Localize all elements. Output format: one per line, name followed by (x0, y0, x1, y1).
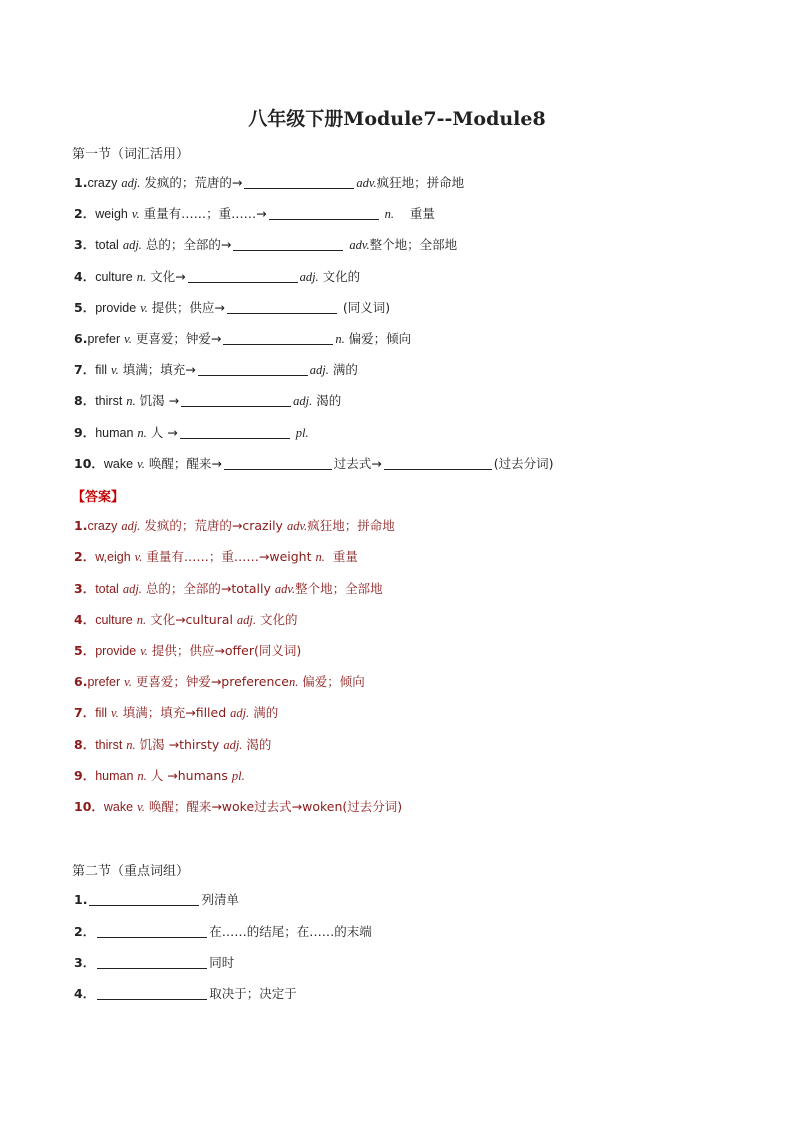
q2-after-pos: n. (384, 207, 394, 221)
q1-word: crazy (87, 176, 118, 190)
a4-num: 4． (74, 612, 96, 627)
answer-10 (74, 797, 402, 817)
q3-meaning: 总的；全部的→ (145, 237, 232, 252)
page-title: 八年级下册Module7--Module8 (248, 108, 546, 130)
a9-meaning: 人 →humans (150, 768, 228, 783)
question-3 (74, 235, 457, 255)
p4-after: 取决于；决定于 (209, 986, 297, 1001)
q7-word: fill (95, 363, 108, 377)
q3-blank[interactable] (233, 236, 343, 251)
q6-pos: v. (124, 332, 132, 346)
q4-blank[interactable] (188, 268, 298, 283)
a3-after: 整个地；全部地 (295, 581, 383, 596)
answer-8 (74, 735, 271, 755)
a9-word: human (95, 769, 134, 783)
q3-pos: adj. (122, 238, 142, 252)
section2-heading: 第二节（重点词组） (72, 864, 190, 879)
a10-meaning: 唤醒；醒来→woke过去式→woken(过去分词) (148, 799, 403, 814)
a4-after: 文化的 (260, 612, 298, 627)
a7-num: 7． (74, 705, 96, 720)
q6-word: prefer (87, 332, 121, 346)
a8-after: 渴的 (246, 737, 272, 752)
p1-num: 1. (74, 892, 88, 907)
a8-word: thirst (95, 738, 123, 752)
q8-pos: n. (126, 394, 136, 408)
a3-word: total (95, 582, 119, 596)
p4-blank[interactable] (97, 985, 207, 1000)
section1-heading: 第一节（词汇活用） (72, 147, 190, 162)
answer-2 (74, 547, 358, 567)
a1-after: 疯狂地；拼命地 (307, 518, 395, 533)
a2-meaning: 重量有……；重……→weight (146, 549, 312, 564)
q1-num: 1. (74, 175, 88, 190)
a2-num: 2． (74, 549, 96, 564)
q4-after-pos: adj. (299, 270, 319, 284)
q3-after-pos: adv. (349, 238, 370, 252)
question-1 (74, 173, 464, 193)
question-4 (74, 267, 360, 287)
a6-after-pos: n. (288, 675, 299, 689)
q9-meaning: 人 → (150, 425, 178, 440)
question-6 (74, 329, 411, 349)
q6-num: 6. (74, 331, 88, 346)
answer-6 (74, 672, 365, 692)
answer-9 (74, 766, 245, 786)
q8-after-pos: adj. (293, 394, 313, 408)
a1-pos: adj. (121, 519, 141, 533)
a5-pos: v. (140, 644, 148, 658)
answer-3 (74, 579, 383, 599)
q7-num: 7． (74, 362, 96, 377)
q8-word: thirst (95, 394, 123, 408)
q1-blank[interactable] (244, 174, 354, 189)
a1-word: crazy (87, 519, 118, 533)
q9-num: 9． (74, 425, 96, 440)
a1-meaning: 发疯的；荒唐的→crazily (144, 518, 283, 533)
a3-num: 3． (74, 581, 96, 596)
a10-pos: v. (137, 800, 145, 814)
q2-num: 2． (74, 206, 96, 221)
q5-pos: v. (140, 301, 148, 315)
q10-blank-2[interactable] (384, 455, 492, 470)
q7-pos: v. (111, 363, 119, 377)
p1-blank[interactable] (89, 891, 199, 906)
q10-blank-1[interactable] (224, 455, 332, 470)
q6-meaning: 更喜爱；钟爱→ (135, 331, 222, 346)
question-2 (74, 204, 435, 224)
q2-pos: v. (131, 207, 140, 221)
q8-blank[interactable] (181, 392, 291, 407)
q2-blank[interactable] (269, 205, 379, 220)
a2-word: w,eigh (95, 550, 131, 564)
a6-meaning: 更喜爱；钟爱→preference (135, 674, 289, 689)
q4-num: 4． (74, 269, 96, 284)
q8-num: 8． (74, 393, 96, 408)
q8-after: 渴的 (316, 393, 342, 408)
p3-after: 同时 (209, 955, 235, 970)
a8-after-pos: adj. (223, 738, 243, 752)
a8-meaning: 饥渴 →thirsty (139, 737, 220, 752)
a9-pos: n. (137, 769, 147, 783)
a5-word: provide (95, 644, 137, 658)
phrase-1 (74, 890, 239, 910)
q10-pos: v. (137, 457, 145, 471)
q7-after: 满的 (332, 362, 358, 377)
q1-after: 疯狂地；拼命地 (376, 175, 465, 190)
p1-after: 列清单 (201, 892, 239, 907)
q9-blank[interactable] (180, 424, 290, 439)
a3-meaning: 总的；全部的→totally (145, 581, 271, 596)
answer-7 (74, 703, 278, 723)
q5-after: (同义词) (342, 300, 391, 315)
q3-num: 3． (74, 237, 96, 252)
q8-meaning: 饥渴 → (139, 393, 180, 408)
q2-meaning: 重量有……；重……→ (143, 206, 267, 221)
question-9 (74, 423, 309, 443)
answer-1 (74, 516, 395, 536)
a7-after-pos: adj. (230, 706, 250, 720)
q5-word: provide (95, 301, 137, 315)
q7-after-pos: adj. (309, 363, 329, 377)
q1-meaning: 发疯的；荒唐的→ (144, 175, 243, 190)
question-10 (74, 454, 554, 474)
answer-5 (74, 641, 301, 661)
p2-num: 2． (74, 924, 96, 939)
a8-num: 8． (74, 737, 96, 752)
a8-pos: n. (126, 738, 136, 752)
a5-meaning: 提供；供应→offer(同义词) (151, 643, 302, 658)
a1-num: 1. (74, 518, 88, 533)
a4-meaning: 文化→cultural (150, 612, 233, 627)
a6-after: 偏爱；倾向 (302, 674, 365, 689)
a5-num: 5． (74, 643, 96, 658)
a3-pos: adj. (122, 582, 142, 596)
q1-pos: adj. (121, 176, 141, 190)
a7-pos: v. (111, 706, 119, 720)
q3-after: 整个地；全部地 (369, 237, 458, 252)
q4-pos: n. (136, 270, 147, 284)
q4-meaning: 文化→ (150, 269, 186, 284)
q4-after: 文化的 (322, 269, 361, 284)
q10-meaning: 唤醒；醒来→ (148, 456, 222, 471)
q6-after-pos: n. (335, 332, 345, 346)
q10-num: 10． (74, 456, 104, 471)
q2-after: 重量 (409, 206, 435, 221)
a6-num: 6. (74, 674, 88, 689)
q5-meaning: 提供；供应→ (151, 300, 225, 315)
a3-after-pos: adv. (274, 582, 296, 596)
q9-after-pos: pl. (295, 426, 309, 440)
a2-after: 重量 (332, 549, 358, 564)
p3-num: 3． (74, 955, 96, 970)
p2-blank[interactable] (97, 923, 207, 938)
a1-after-pos: adv. (286, 519, 308, 533)
a7-word: fill (95, 706, 108, 720)
a7-after: 满的 (253, 705, 279, 720)
q7-blank[interactable] (198, 361, 308, 376)
question-7 (74, 360, 358, 380)
p2-after: 在……的结尾；在……的末端 (209, 924, 372, 939)
phrase-4 (74, 984, 297, 1004)
a4-word: culture (95, 613, 133, 627)
a9-num: 9． (74, 768, 96, 783)
q4-word: culture (95, 270, 133, 284)
q7-meaning: 填满；填充→ (122, 362, 196, 377)
p3-blank[interactable] (97, 954, 207, 969)
q5-num: 5． (74, 300, 96, 315)
question-5 (74, 298, 390, 318)
q10-mid: 过去式→ (333, 456, 382, 471)
phrase-3 (74, 953, 234, 973)
q10-word: wake (103, 457, 134, 471)
q6-blank[interactable] (223, 330, 333, 345)
a6-pos: v. (124, 675, 132, 689)
answer-4 (74, 610, 298, 630)
q2-word: weigh (95, 207, 128, 221)
a9-after-pos: pl. (231, 769, 245, 783)
a2-after-pos: n. (315, 550, 325, 564)
a10-word: wake (103, 800, 134, 814)
p4-num: 4． (74, 986, 96, 1001)
a4-pos: n. (136, 613, 147, 627)
a4-after-pos: adj. (236, 613, 257, 627)
a7-meaning: 填满；填充→filled (122, 705, 227, 720)
question-8 (74, 391, 341, 411)
a2-pos: v. (134, 550, 143, 564)
q5-blank[interactable] (227, 299, 337, 314)
phrase-2 (74, 922, 372, 942)
a10-num: 10． (74, 799, 104, 814)
answer-tag: 【答案】 (72, 490, 125, 505)
q1-after-pos: adv. (356, 176, 377, 190)
q10-after: (过去分词) (493, 456, 554, 471)
q9-word: human (95, 426, 134, 440)
q3-word: total (95, 238, 119, 252)
a6-word: prefer (87, 675, 121, 689)
q9-pos: n. (137, 426, 147, 440)
q6-after: 偏爱；倾向 (348, 331, 412, 346)
